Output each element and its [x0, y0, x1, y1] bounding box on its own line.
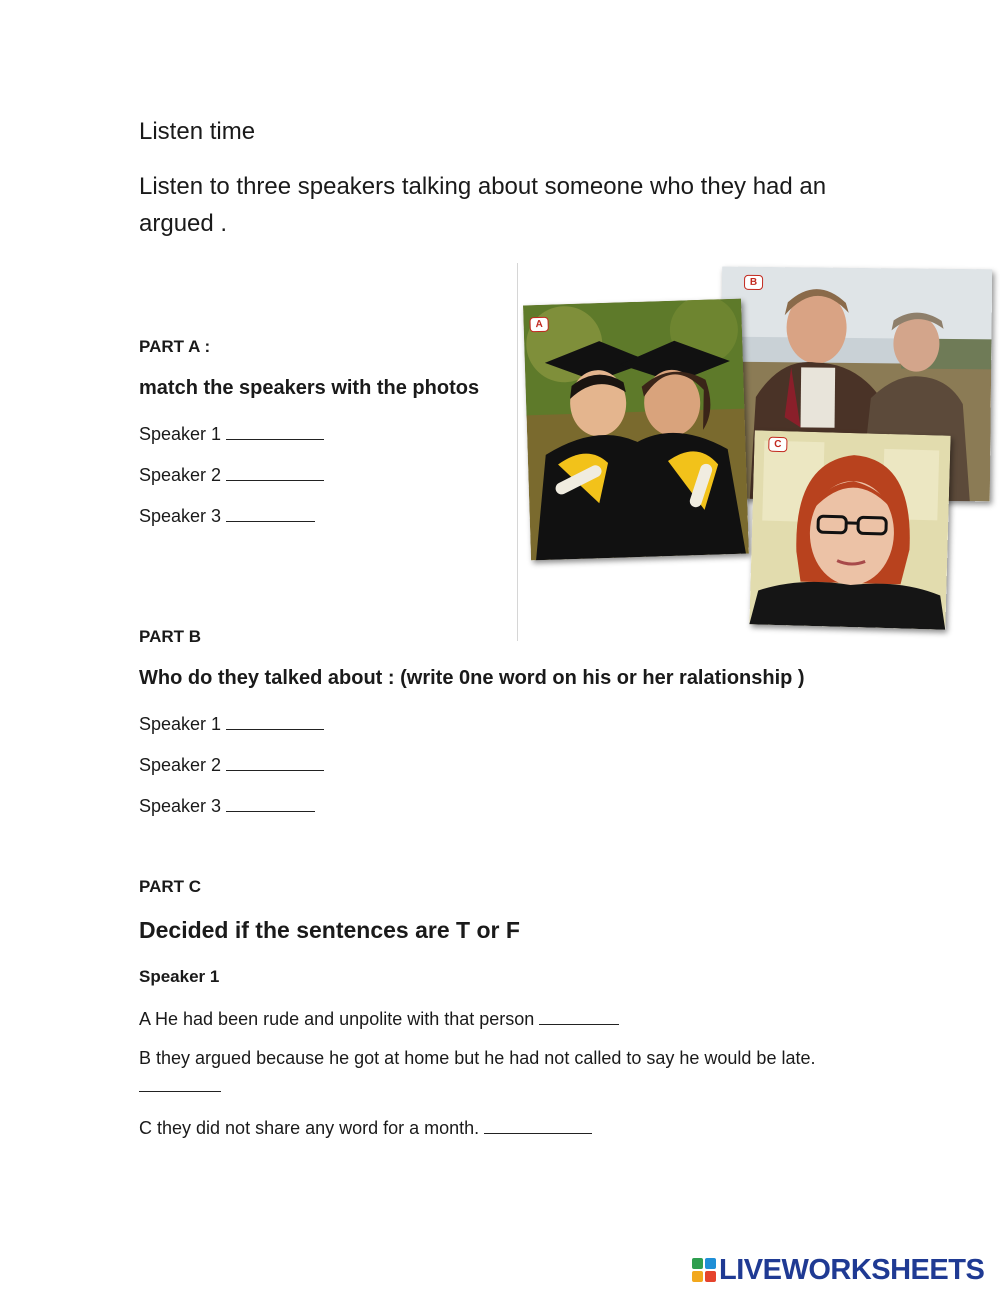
answer-blank[interactable]: [226, 795, 315, 812]
worksheet-title: Listen time: [139, 118, 256, 145]
collage-divider: [517, 263, 518, 641]
answer-blank[interactable]: [226, 754, 324, 771]
photo-a: [523, 299, 749, 561]
part-b-task: Who do they talked about : (write 0ne word on his or her ralationship ): [139, 667, 805, 689]
part-a-speaker-2-row: [139, 464, 324, 486]
sentence-b-row: [139, 1044, 819, 1100]
speaker-label: Speaker 1: [139, 714, 222, 734]
answer-blank[interactable]: [226, 505, 315, 522]
photo-c: [749, 430, 950, 629]
part-c-heading: PART C: [139, 877, 202, 896]
answer-blank[interactable]: [539, 1008, 619, 1025]
part-b-speaker-3-row: [139, 795, 315, 817]
speaker-label: Speaker 3: [139, 506, 222, 526]
part-c-speaker-heading: Speaker 1: [139, 967, 220, 986]
photo-a-label: A: [529, 317, 548, 333]
sentence-c: C they did not share any word for a month.: [139, 1118, 480, 1138]
part-b-heading: PART B: [139, 627, 202, 646]
sentence-b: B they argued because he got at home but he had not called to say he would be late.: [139, 1048, 816, 1068]
photo-a-image: [523, 299, 749, 561]
part-b-speaker-2-row: [139, 754, 324, 776]
photo-b-label: B: [744, 275, 763, 290]
worksheet-instruction: Listen to three speakers talking about someone who they had an argued .: [139, 173, 827, 237]
part-a-speaker-3-row: [139, 505, 315, 527]
speaker-label: Speaker 2: [139, 755, 222, 775]
answer-blank[interactable]: [139, 1075, 221, 1092]
part-b-speaker-1-row: [139, 713, 324, 735]
answer-blank[interactable]: [226, 713, 324, 730]
liveworksheets-logo: [692, 1255, 984, 1285]
part-c-task: Decided if the sentences are T or F: [139, 917, 520, 943]
answer-blank[interactable]: [226, 423, 324, 440]
answer-blank[interactable]: [484, 1117, 592, 1134]
part-a-task: match the speakers with the photos: [139, 377, 480, 399]
sentence-c-row: [139, 1117, 592, 1139]
part-a-speaker-1-row: [139, 423, 324, 445]
sentence-a-row: [139, 1008, 619, 1030]
answer-blank[interactable]: [226, 464, 324, 481]
logo-text: LIVEWORKSHEETS: [719, 1253, 985, 1286]
photo-c-label: C: [768, 437, 787, 453]
speaker-label: Speaker 1: [139, 424, 222, 444]
part-a-heading: PART A :: [139, 337, 211, 356]
speaker-label: Speaker 3: [139, 796, 222, 816]
sentence-a: A He had been rude and unpolite with that person: [139, 1009, 535, 1029]
speaker-label: Speaker 2: [139, 465, 222, 485]
photo-c-image: [749, 430, 950, 629]
logo-mark-icon: [692, 1258, 716, 1282]
